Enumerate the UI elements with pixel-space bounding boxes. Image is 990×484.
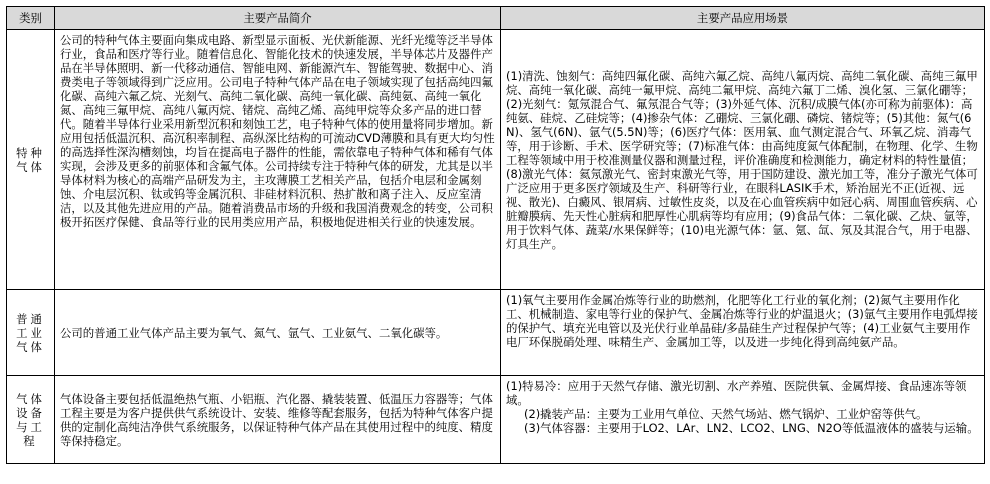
header-scenarios: 主要产品应用场景 [501, 7, 985, 30]
scenario-cell [501, 30, 985, 290]
scenario-cell [501, 376, 985, 464]
scenario-cell [501, 290, 985, 376]
scenario-text: (1)特易冷：应用于天然气存储、激光切割、水产养殖、医院供氧、金属焊接、食品速冻等领域。 [506, 379, 967, 407]
scenario-text: (3)气体容器：主要用于LO2、LAr、LN2、LCO2、LNG、N2O等低温液体的盛装与运输。 [524, 421, 979, 435]
category-cell: 特种气体 [7, 30, 55, 290]
table-row [7, 376, 985, 464]
category-cell: 普通工业气体 [7, 290, 55, 376]
intro-cell: 公司的特种气体主要面向集成电路、新型显示面板、光伏新能源、光纤光缆等泛半导体行业，食品和医疗等行业。随着信息化、智能化技术的快速发展，半导体芯片及器件产品在半导体照明、新一代移动通信、智能电网、新能源汽车、智能驾驶、数据中心、消费类电子等领域得到广泛应用。公司电子特种气体产品在电子领域实现了包括高纯四氟化碳、高纯六氟乙烷、光刻气、高纯二氧化碳、高纯一氧化碳、高纯氨、高纯一氧化氮、高纯三氟甲烷、高纯八氟丙烷、锗烷、高纯乙烯、高纯甲烷等众多产品的进口替代。随着半导体行业采用新型沉积和刻蚀工艺，电子特种气体的使用量将同步增加。新应用包括低温沉积、高沉积率制程、高纵深比结构的可流动CVD薄膜和具有更大均匀性的高选择性深沟槽刻蚀，均旨在提高电子器件的性能，需依靠电子特种气体和稀有气体实现，会涉及更多的前驱体和含氟气体。公司持续专注于特种气体的研发，尤其是以半导体材料为核心的高端产品研发为主，主攻薄膜工艺相关产品，包括介电层和金属刻蚀、介电层沉积、钛或钨等金属沉积、非硅材料沉积、热扩散和离子注入、反应室清洁，以及其他先进应用的产品。随着消费品市场的升级和我国消费观念的转变，公司积极开拓医疗保健、食品等行业的民用类应用产品，积极地促进相关行业的快速发展。 [55, 30, 501, 290]
header-intro: 主要产品简介 [55, 7, 501, 30]
header-row [7, 7, 985, 30]
product-table [6, 6, 985, 464]
table-row [7, 30, 985, 290]
table-row [7, 290, 985, 376]
intro-cell: 公司的普通工业气体产品主要为氧气、氮气、氩气、工业氨气、二氧化碳等。 [55, 290, 501, 376]
scenario-text: (1)氧气主要用作金属冶炼等行业的助燃剂，化肥等化工行业的氧化剂；(2)氮气主要用作化工、机械制造、家电等行业的保护气、金属冶炼等行业的炉温退火；(3)氩气主要用作电弧焊接的保护气、填充光电管以及光伏行业单晶硅/多晶硅生产过程保护气等；(4)工业氨气主要用作电厂环保脱硝处理、味精生产、金属加工等，以及进一步纯化得到高纯氨产品。 [506, 293, 978, 349]
intro-cell: 气体设备主要包括低温绝热气瓶、小铝瓶、汽化器、撬装装置、低温压力容器等；气体工程主要是为客户提供供气系统设计、安装、维修等配套服务，包括为特种气体客户提供的定制化高纯洁净供气系统服务，以保证特种气体产品在其使用过程中的纯度、精度等保持稳定。 [55, 376, 501, 464]
scenario-text: (1)清洗、蚀刻气：高纯四氟化碳、高纯六氟乙烷、高纯八氟丙烷、高纯二氧化碳、高纯三氟甲烷、高纯一氧化碳、高纯一氟甲烷、高纯二氟甲烷、高纯六氟丁二烯、溴化氢、三氯化硼等；(2)光刻气：氪氖混合气、氟氖混合气等；(3)外延气体、沉积/成膜气体(亦可称为前驱体)：高纯氨、硅烷、乙硅烷等；(4)掺杂气体：乙硼烷、三氯化硼、磷烷、锗烷等；(5)其他：氮气(6N)、氢气(6N)、氩气(5.5N)等；(6)医疗气体：医用氧、血气测定混合气、环氧乙烷、消毒气等，用于诊断、手术、医学研究等；(7)标准气体：由高纯度氮气体配制，在物理、化学、生物工程等领域中用于校准测量仪器和测量过程，评价准确度和检测能力，确定材料的特性量值；(8)激光气体：氦氖激光气、密封束激光气等，用于国防建设、激光加工等，准分子激光气体可广泛应用于更多医疗领域及生产、科研等行业，在眼科LASIK手术，矫治屈光不正(近视、远视、散光)、白癜风、银屑病、过敏性皮炎，以及在心血管疾病中如冠心病、周围血管疾病、心脏瓣膜病、先天性心脏病和肥厚性心肌病等均有应用；(9)食品气体：二氧化碳、乙炔、氩等，用于饮料气体、蔬菜/水果保鲜等；(10)电光源气体：氩、氪、氙、氖及其混合气，用于电器、灯具生产。 [506, 68, 978, 251]
header-category: 类别 [7, 7, 55, 30]
scenario-text: (2)撬装产品：主要为工业用气单位、天然气场站、燃气锅炉、工业炉窑等供气。 [524, 407, 928, 421]
category-cell: 气体设备与工程 [7, 376, 55, 464]
